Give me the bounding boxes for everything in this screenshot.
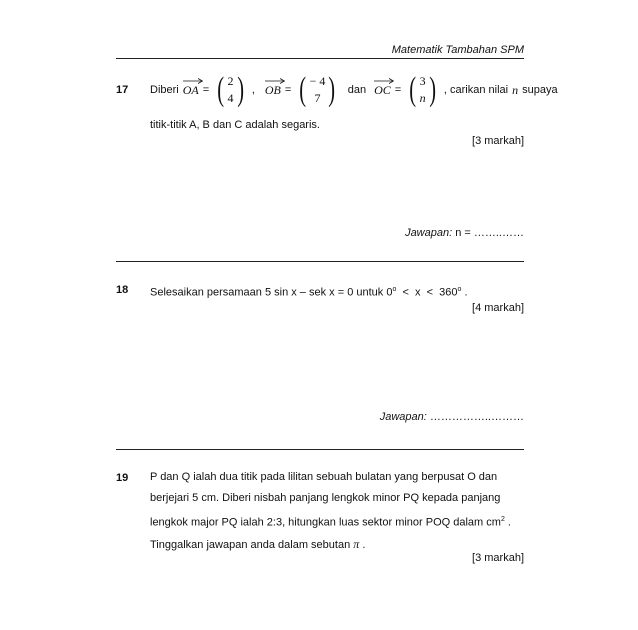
- question-17-line-1: Diberi OA = ( 2 4 ) , OB = ( − 4 7 ) dan OC = ( 3 n ) , carikan nilai n supaya: [150, 71, 558, 108]
- question-18-number: 18: [116, 284, 129, 296]
- vector-arrow-icon: [183, 78, 203, 84]
- q19-line-2: berjejari 5 cm. Diberi nisbah panjang lengkok minor PQ kepada panjang: [150, 492, 501, 504]
- q19-line-3: lengkok major PQ ialah 2:3, hitungkan luas sektor minor POQ dalam $cm^2$ .: [150, 516, 511, 529]
- vector-ob: OB: [265, 83, 281, 98]
- left-paren: (: [217, 71, 225, 108]
- question-17-marks: [3 markah]: [472, 135, 524, 147]
- question-19-number: 19: [116, 472, 129, 484]
- page-header: Matematik Tambahan SPM: [116, 44, 524, 59]
- equals-sign: =: [202, 84, 210, 96]
- right-paren: ): [328, 71, 336, 108]
- left-paren: (: [409, 71, 417, 108]
- vector-arrow-icon: [374, 78, 394, 84]
- equals-sign: =: [284, 84, 292, 96]
- question-18-answer: Jawapan: ……………..………: [379, 411, 524, 423]
- question-17-line-2: titik-titik A, B dan C adalah segaris.: [150, 119, 320, 131]
- q17-supaya: supaya: [522, 84, 558, 96]
- matrix-ob: ( − 4 7 ): [299, 71, 336, 108]
- question-19-marks: [3 markah]: [472, 552, 524, 564]
- vector-arrow-icon: [265, 78, 285, 84]
- left-paren: (: [299, 71, 307, 108]
- vector-oa: OA: [183, 83, 199, 98]
- divider-1: [116, 261, 524, 262]
- question-17-answer: Jawapan: n = ……..……: [405, 227, 524, 239]
- divider-2: [116, 449, 524, 450]
- q17-intro: Diberi: [150, 84, 179, 96]
- q17-dan: dan: [347, 84, 367, 96]
- equals-sign: =: [394, 84, 402, 96]
- question-19-text: [150, 467, 511, 556]
- q17-after: , carikan nilai: [443, 84, 509, 96]
- q19-line-1: P dan Q ialah dua titik pada lilitan sebuah bulatan yang berpusat O dan: [150, 471, 498, 483]
- q17-var-n: n: [512, 82, 519, 97]
- question-18-text: Selesaikan persamaan 5 sin x – sek x = 0 untuk 0$^o$ < x < 360$^o$ .: [150, 286, 468, 299]
- question-18-marks: [4 markah]: [472, 302, 524, 314]
- matrix-oc: ( 3 n ): [409, 71, 436, 108]
- pi-symbol: π: [353, 536, 360, 551]
- right-paren: ): [236, 71, 244, 108]
- q19-line-4: Tinggalkan jawapan anda dalam sebutan π .: [150, 536, 366, 551]
- matrix-oa: ( 2 4 ): [217, 71, 244, 108]
- vector-oc: OC: [374, 83, 391, 98]
- right-paren: ): [428, 71, 436, 108]
- question-17-number: 17: [116, 84, 129, 96]
